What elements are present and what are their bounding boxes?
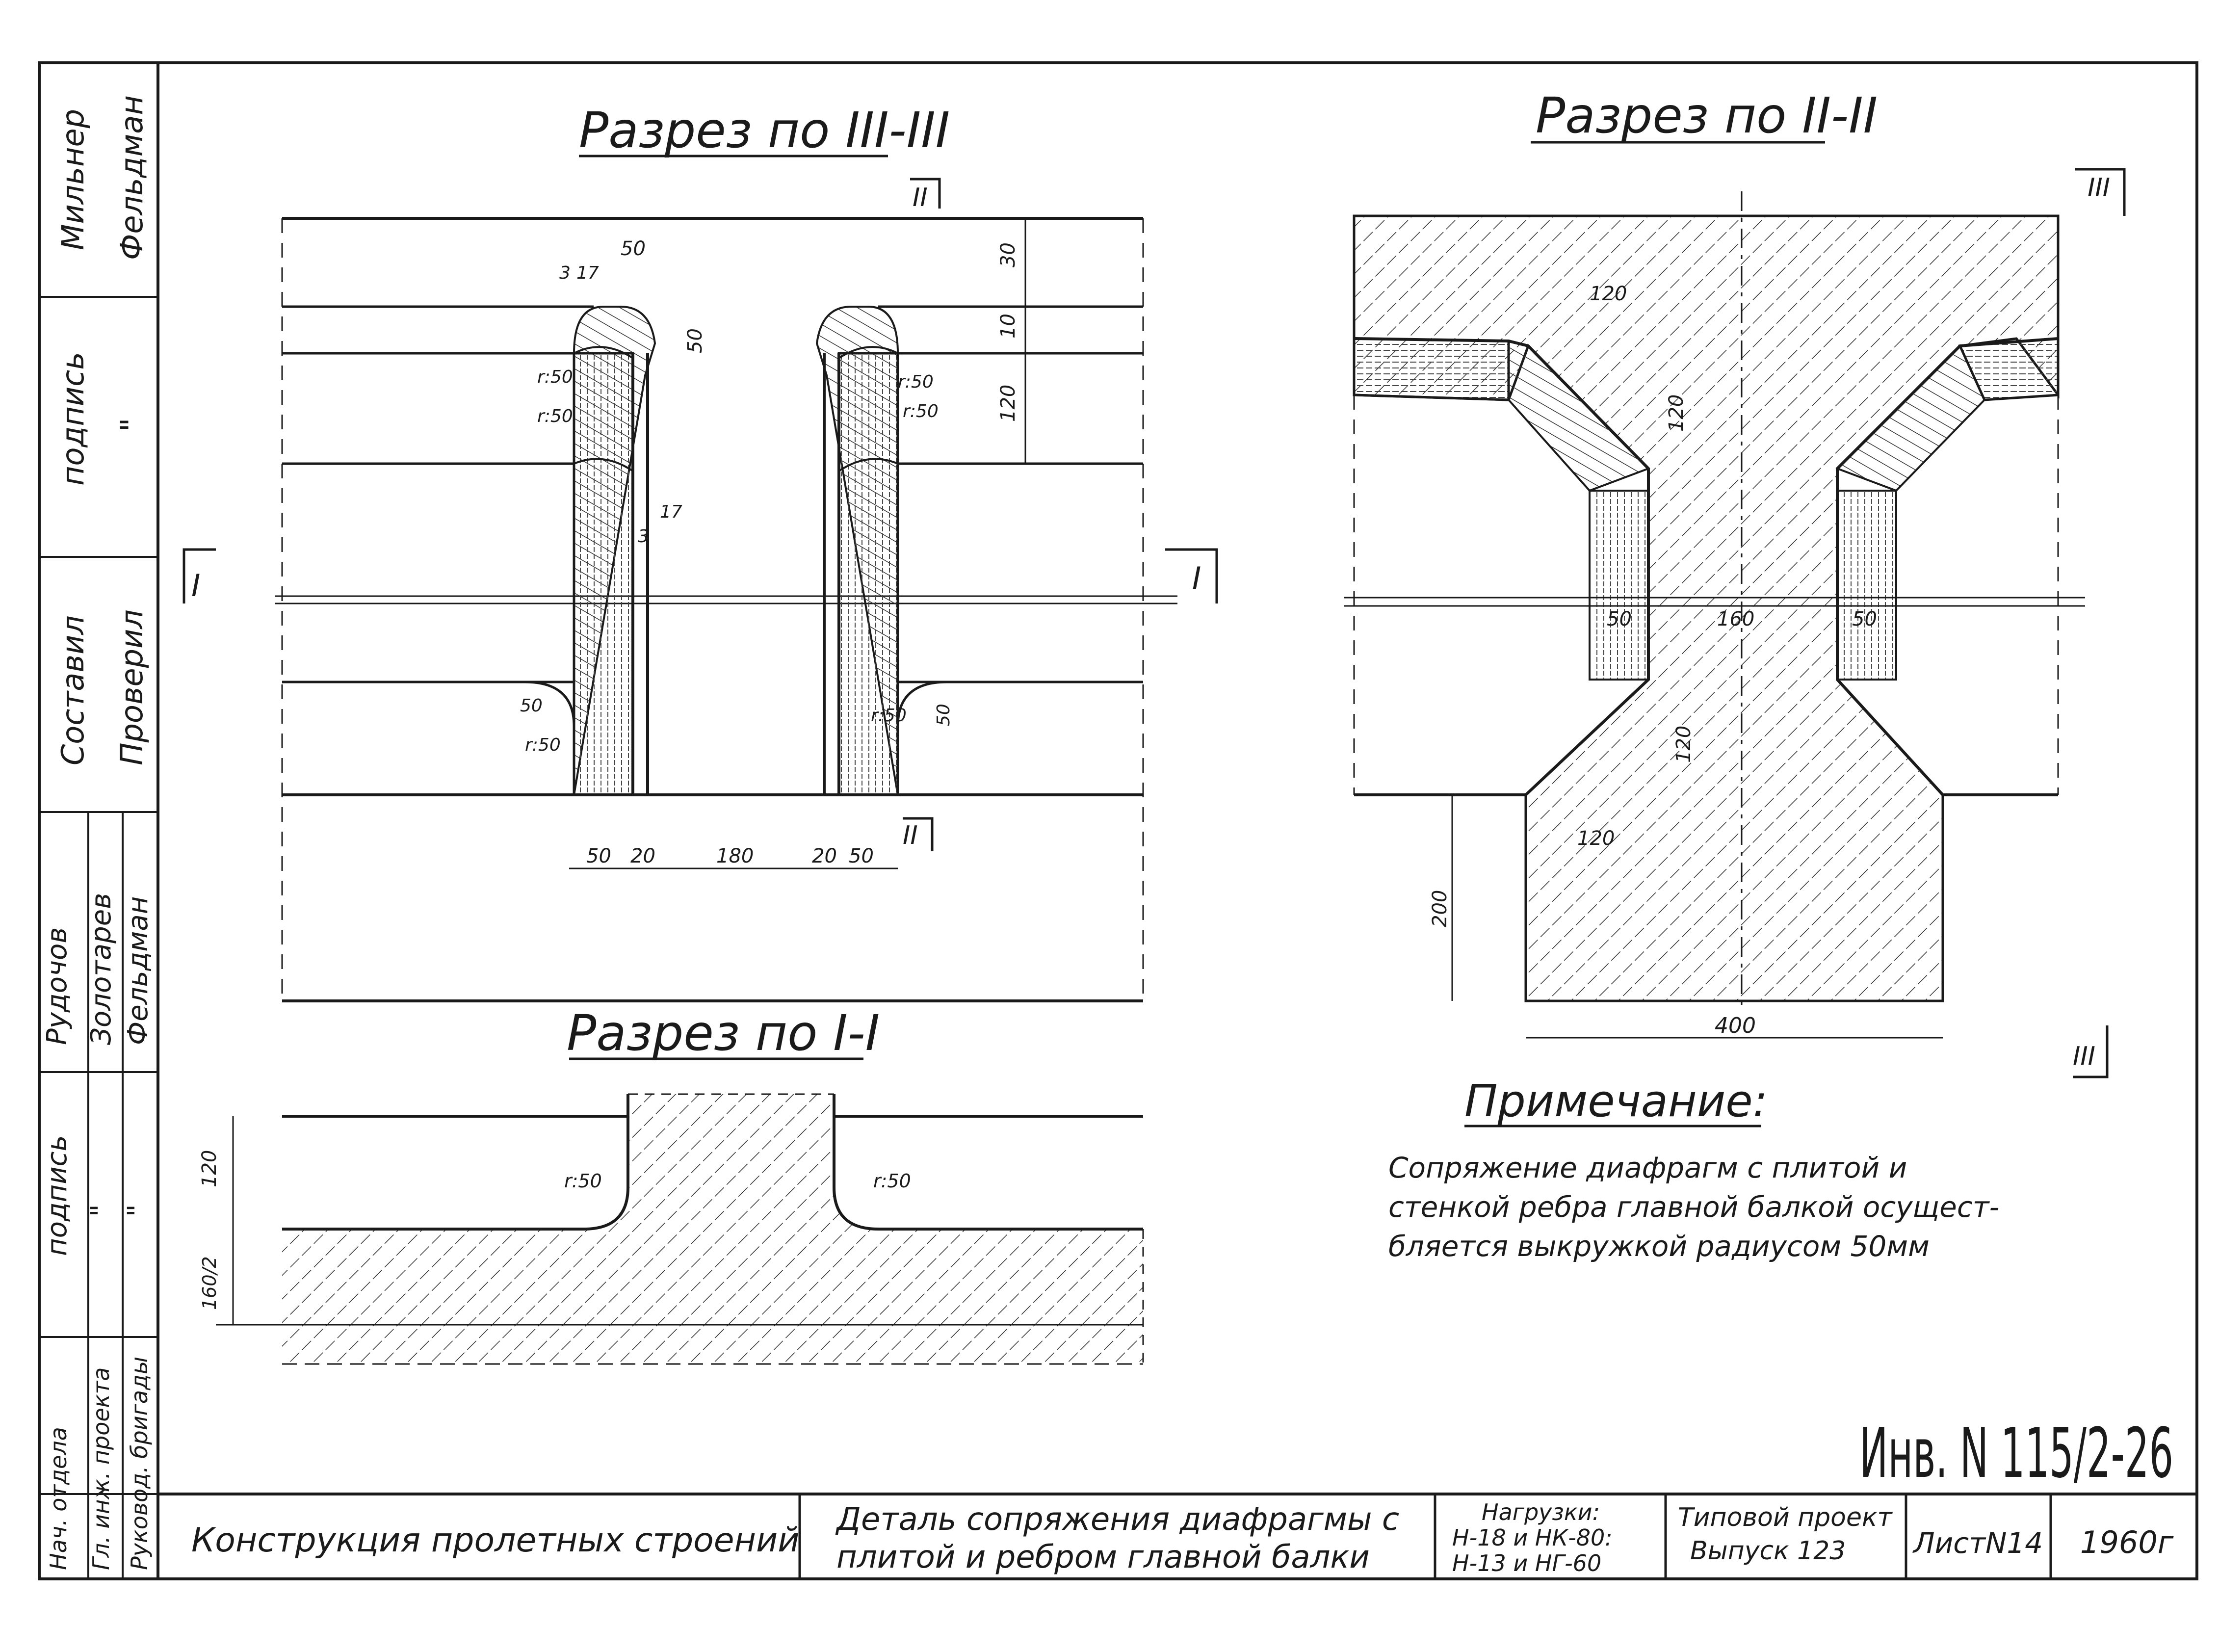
mark-iii-bottom: III	[2073, 1042, 2096, 1071]
mark-ii-top: II	[913, 183, 928, 212]
dim-3: 3	[559, 263, 571, 283]
loads-line1: Нагрузки:	[1482, 1499, 1600, 1525]
stamp-cell-15: Руковод. бригады	[126, 1356, 153, 1570]
dim2-50b: 50	[1852, 608, 1877, 630]
note-line-1: Сопряжение диафрагм с плитой и	[1388, 1151, 1907, 1184]
stamp-cell-8: Золотарев	[85, 892, 117, 1045]
dim-50-top: 50	[621, 237, 646, 260]
stamp-cell-6: Проверил	[114, 609, 150, 765]
dim-bottom-3: 180	[716, 845, 754, 867]
dim-120: 120	[997, 384, 1019, 422]
year: 1960г	[2080, 1524, 2174, 1560]
dim-r50-d: r:50	[903, 401, 939, 421]
stamp-cell-11: "	[85, 1204, 117, 1217]
project-name: Конструкция пролетных строений	[191, 1521, 800, 1560]
stamp-cell-12: "	[122, 1204, 154, 1217]
section-ii-title: Разрез по II-II	[1536, 87, 1878, 144]
dim-50-low: 50	[520, 696, 543, 716]
note-line-2: стенкой ребра главной балкой осущест-	[1388, 1190, 2000, 1224]
dim-bottom-5: 50	[849, 845, 874, 867]
dim1-120: 120	[198, 1150, 221, 1187]
dim-r50-e: r:50	[525, 735, 561, 755]
dim-bottom-1: 50	[586, 845, 611, 867]
note-line-3: бляется выкружкой радиусом 50мм	[1388, 1230, 1930, 1263]
dim1-160-2: 160/2	[199, 1256, 220, 1310]
dim1-r50a: r:50	[564, 1170, 602, 1192]
stamp-cell-3: подпись	[55, 352, 91, 486]
stamp-cell-4: "	[114, 418, 150, 432]
section-ii-ii	[1344, 87, 2124, 1077]
type-project-line2: Выпуск 123	[1690, 1536, 1846, 1566]
mark-i-left: I	[191, 568, 201, 603]
dim-r50-b: r:50	[537, 406, 573, 426]
dim2-200: 200	[1429, 890, 1451, 927]
mark-ii-bottom: II	[903, 821, 918, 850]
dim-17b: 17	[660, 502, 682, 522]
type-project-line1: Типовой проект	[1678, 1503, 1892, 1532]
drawing-title-line2: плитой и ребром главной балки	[836, 1539, 1370, 1575]
stamp-cell-13: Нач. отдела	[45, 1427, 72, 1570]
dim2-120-h: 120	[1577, 827, 1615, 850]
dim2-120-v: 120	[1665, 394, 1688, 432]
dim-r50-f: r:50	[871, 706, 907, 726]
dim-r50-c: r:50	[898, 372, 934, 392]
section-iii-iii	[184, 102, 1217, 1001]
drawing-title-line1: Деталь сопряжения диафрагмы с	[836, 1501, 1400, 1538]
stamp-cell-10: подпись	[41, 1135, 73, 1256]
stamp-cell-14: Гл. инж. проекта	[88, 1367, 114, 1570]
dim-17: 17	[576, 263, 599, 283]
dim2-50a: 50	[1607, 608, 1632, 630]
dim-bottom-4: 20	[812, 845, 837, 867]
dim-50-low2: 50	[934, 704, 954, 726]
dim2-400: 400	[1715, 1013, 1756, 1038]
section-i-i	[198, 1004, 1143, 1364]
dim2-120-top: 120	[1590, 283, 1627, 305]
dim2-160: 160	[1717, 608, 1755, 630]
dim-3b: 3	[638, 526, 649, 547]
dim-r50-a: r:50	[537, 367, 573, 387]
loads-line2: Н-18 и НК-80:	[1452, 1524, 1613, 1551]
stamp-cell-2: Фельдман	[114, 95, 150, 260]
note-heading: Примечание:	[1464, 1075, 1768, 1127]
loads-line3: Н-13 и НГ-60	[1452, 1550, 1602, 1576]
dim2-120-v2: 120	[1672, 725, 1695, 763]
dim-50-side: 50	[684, 328, 706, 353]
dim-10: 10	[997, 314, 1019, 339]
sheet-number: ЛистN14	[1913, 1526, 2043, 1560]
stamp-cell-9: Фельдман	[122, 896, 154, 1045]
section-iii-title: Разрез по III-III	[579, 102, 950, 159]
dim1-r50b: r:50	[873, 1170, 911, 1192]
stamp-cell-1: Мильнер	[55, 109, 91, 250]
left-stamp	[39, 63, 158, 1579]
stamp-cell-5: Составил	[55, 615, 91, 765]
stamp-cell-7: Рудочов	[41, 927, 73, 1045]
mark-iii-top: III	[2088, 173, 2111, 203]
note-block	[1388, 1075, 1999, 1263]
mark-i-right: I	[1192, 560, 1201, 596]
section-i-title: Разрез по I-I	[567, 1004, 880, 1062]
dim-30: 30	[997, 242, 1019, 267]
title-block	[158, 1494, 2197, 1579]
inventory-number: Инв. N 115/2-26	[1859, 1414, 2173, 1494]
dim-bottom-2: 20	[630, 845, 655, 867]
